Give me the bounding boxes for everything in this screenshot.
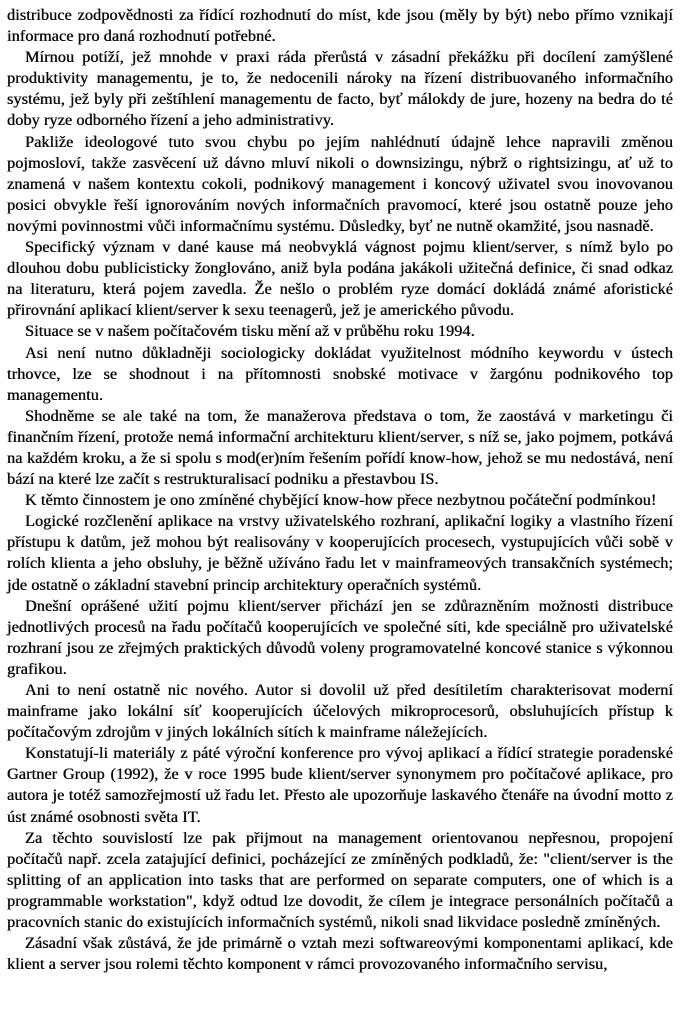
paragraph: Za těchto souvislostí lze pak přijmout na management orientovanou nepřesnou, propojení počítačů např. zcela zatajující definici, pocházející ze zmíněných podkladů, že: "client/server is the splitting of an application into tasks that are performed on separate computers, one of which is a programmable workstation", když odtud lze dovodit, že cílem je integrace personálních počítačů a pracovních stanic do existujících informačních systémů, nikoli snad likvidace posledně zmíněných. <box>7 828 673 932</box>
paragraph: Asi není nutno důkladněji sociologicky dokládat využitelnost módního keywordu v ústech trhovce, lze se shodnout i na přítomnosti snobské motivace v žargónu podnikového top managementu. <box>7 343 673 404</box>
paragraph: Logické rozčlenění aplikace na vrstvy uživatelského rozhraní, aplikační logiky a vlastního řízení přístupu k datům, jež mohou být realisovány v kooperujících procesech, vystupujících vůči sobě v rolích klienta a jeho obsluhy, je běžně užíváno řadu let v mainframeových transakčních systémech; jde ostatně o základní stavební princip architektury operačních systémů. <box>7 512 673 594</box>
paragraph: Pakliže ideologové tuto svou chybu po jejím nahlédnutí údajně lehce napravili změnou pojmosloví, takže zasvěcení už dávno mluví nikoli o downsizingu, nýbrž o rightsizingu, ať už to znamená v našem kontextu cokoli, podnikový management i koncový uživatel svou inovovanou posici obvykle řeší ignorováním nových informačních pravomocí, které jsou ostatně pouze jeho novými povinnostmi vůči informačnímu systému. Důsledky, byť ne nutně okamžité, jsou nasnadě. <box>7 132 673 235</box>
paragraph: K těmto činnostem je ono zmíněné chybějící know-how přece nezbytnou počáteční podmínkou! <box>25 491 657 510</box>
paragraph: Dnešní oprášené užití pojmu klient/server přichází jen se zdůrazněním možnosti distribuce jednotlivých procesů na řadu počítačů kooperujících ve společné síti, kde speciálně pro uživatelské rozhraní jsou ze zřejmých praktických důvodů voleny programovatelné koncové stanice s výkonnou grafikou. <box>7 596 673 678</box>
paragraph: Shodněme se ale také na tom, že manažerova představa o tom, že zaostává v marketingu či finančním řízení, protože nemá informační architekturu klient/server, s níž se, jako pojmem, potkává na každém kroku, a že si spolu s mod(er)ním řešením pořídí know-how, jehož se mu nedostává, není bází na které lze začít s restrukturalisací podniku a přestavbou IS. <box>7 406 673 489</box>
paragraph-continuation: distribuce zodpovědnosti za řídící rozhodnutí do míst, kde jsou (měly by být) nebo přímo vznikají informace pro daná rozhodnutí potřebné. <box>7 6 673 46</box>
paragraph: Mírnou potíží, jež mnohde v praxi ráda přerůstá v zásadní překážku při docílení zamýšlené produktivity managementu, je to, že nedocenili nároky na řízení distribuovaného informačního systému, jež byly při zeštíhlení managementu de facto, byť málokdy de jure, hozeny na bedra do té doby ryze odborného řízení a jeho administrativy. <box>7 48 673 130</box>
paragraph: Ani to není ostatně nic nového. Autor si dovolil už před desítiletím charakterisovat moderní mainframe jako lokální síť kooperujících účelových mikroprocesorů, obsluhujících přístup k počítačovým zdrojům v jiných lokálních sítích k mainframe náležejících. <box>7 681 673 742</box>
paragraph: Specifický význam v dané kause má neobvyklá vágnost pojmu klient/server, s nímž bylo po dlouhou dobu publicisticky žonglováno, aniž byla podána jakákoli užitečná definice, či snad odkaz na literaturu, která pojem zavedla. Že nešlo o problém ryze domácí dokládá známé aforistické přirovnání aplikací klient/server k sexu teenagerů, jež je amerického původu. <box>7 238 673 320</box>
paragraph: Situace se v našem počítačovém tisku mění až v průběhu roku 1994. <box>25 322 475 341</box>
paragraph: Konstatují-li materiály z páté výroční konference pro vývoj aplikací a řídící strategie poradenské Gartner Group (1992), že v roce 1995 bude klient/server synonymem pro počítačové aplikace, pro autora je totéž samozřejmostí už řadu let. Přesto ale upozorňuje laskavého čtenáře na úvodní motto z úst známé osobnosti světa IT. <box>7 744 673 826</box>
paragraph: Zásadní však zůstává, že jde primárně o vztah mezi softwareovými komponentami aplikací, kde klient a server jsou rolemi těchto komponent v rámci provozovaného informačního servisu, <box>7 934 673 974</box>
